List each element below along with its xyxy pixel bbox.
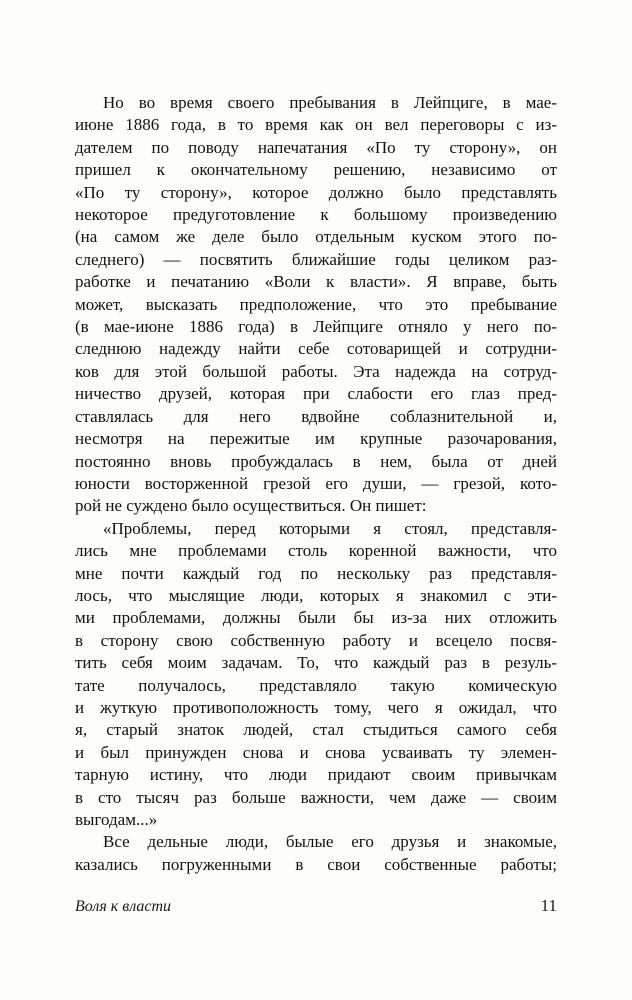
text-line: (на самом же деле было отдельным куском этого по- [75, 227, 557, 247]
paragraph [75, 518, 557, 832]
text-line: тате получалось, представляло такую комическую [75, 675, 557, 695]
text-line: ничество друзей, которая при слабости его глаз пред- [75, 384, 557, 404]
text-line: в сто тысяч раз больше важности, чем даже — своим [75, 787, 557, 807]
text-line: тить себя моим задачам. То, что каждый раз в резуль- [75, 653, 557, 673]
text-line: Но во время своего пребывания в Лейпциге, в мае- [103, 93, 557, 112]
text-line: казались погруженными в свои собственные работы; [75, 854, 557, 874]
text-line: ставлялась для него вдвойне соблазнительной и, [75, 406, 557, 426]
text-line: «По ту сторону», которое должно было представлять [75, 182, 557, 202]
text-line: тарную истину, что люди придают своим привычкам [75, 765, 557, 785]
text-line: пришел к окончательному решению, независимо от [75, 160, 557, 180]
text-line: лись мне проблемами столь коренной важности, что [75, 541, 557, 561]
text-line: следнего) — посвятить ближайшие годы целиком раз- [75, 249, 557, 269]
text-line: несмотря на пережитые им крупные разочарования, [75, 429, 557, 449]
text-line: в сторону свою собственную работу и всецело посвя- [75, 630, 557, 650]
text-line: выгодам...» [75, 810, 158, 829]
text-line: ков для этой большой работы. Эта надежда на сотруд- [75, 361, 557, 381]
text-line: лось, что мыслящие люди, которых я знакомил с эти- [75, 585, 557, 605]
text-line: некоторое предуготовление к большому произведению [75, 205, 557, 225]
text-line: ми проблемами, должны были бы из-за них отложить [75, 608, 557, 628]
paragraph [75, 92, 557, 518]
text-line: (в мае-июне 1886 года) в Лейпциге отняло у него по- [75, 317, 557, 337]
paragraph [75, 831, 557, 876]
text-line: Все дельные люди, былые его друзья и знакомые, [103, 832, 557, 852]
page-number: 11 [540, 896, 557, 915]
text-line: дателем по поводу напечатания «По ту сторону», он [75, 137, 557, 157]
text-line: следнюю надежду найти себе сотоварищей и сотрудни- [75, 339, 557, 359]
text-line: работке и печатанию «Воли к власти». Я вправе, быть [75, 272, 557, 292]
text-line: и жуткую противоположность тому, чего я ожидал, что [75, 697, 557, 717]
text-line: я, старый знаток людей, стал стыдиться самого себя [75, 720, 557, 740]
text-line: «Проблемы, перед которыми я стоял, представля- [103, 518, 557, 538]
running-title: Воля к власти [75, 898, 172, 915]
text-line: июне 1886 года, в то время как он вел переговоры с из- [75, 115, 557, 135]
page-footer [75, 896, 557, 916]
text-line: может, высказать предположение, что это пребывание [75, 294, 557, 314]
text-line: рой не суждено было осуществиться. Он пишет: [75, 496, 427, 516]
text-line: юности восторженной грезой его души, — грезой, кото- [75, 473, 557, 493]
text-line: и был принужден снова и снова усваивать ту элемен- [75, 742, 557, 762]
text-line: постоянно вновь пробуждалась в нем, была от дней [75, 451, 557, 471]
text-line: мне почти каждый год по нескольку раз представля- [75, 563, 557, 583]
page-body-text [75, 92, 557, 876]
